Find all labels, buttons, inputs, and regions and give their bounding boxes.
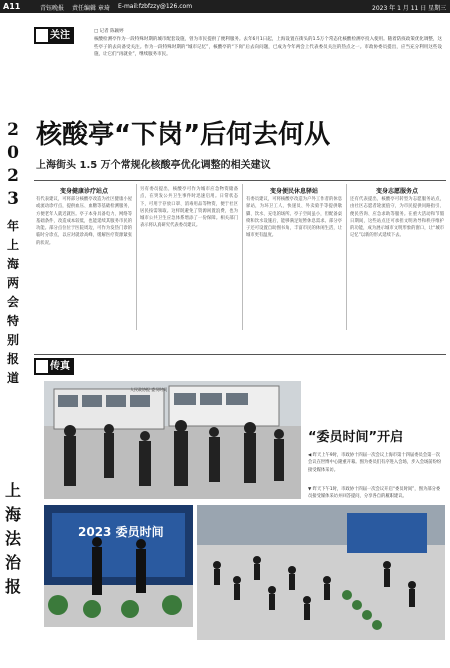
email-label: E-mail:fzbfzzy@126.com bbox=[118, 3, 193, 10]
column-text: 另有委员提出，核酸亭可作为城市应急物资储备点，在突发公共卫生事件时迅速启用。日常状态下，可用于存放口罩、消毒用品等物资，便于社区居民按需领取。这样既避免了资源闲置浪费，也为城市公共卫生应急体系增添了一份保障。相关部门表示将认真研究代表委员建议。 bbox=[140, 187, 238, 229]
editor-label: 责任编辑 章琦 bbox=[72, 5, 110, 12]
section-tag-fax bbox=[34, 358, 74, 375]
banner-char: 道 bbox=[6, 371, 19, 385]
column-title: 变身志愿服务点 bbox=[375, 188, 418, 195]
page-header bbox=[0, 0, 450, 13]
photo-arrival bbox=[44, 381, 301, 499]
byline: □ 记者 陈颖婷 bbox=[94, 29, 124, 34]
stage-screen-text: 2023 委员时间 bbox=[78, 525, 164, 539]
headline: 核酸亭“下岗”后何去何从 bbox=[36, 120, 331, 150]
banner-char: 上 bbox=[6, 238, 19, 252]
photo-story-title: “委员时间”开启 bbox=[308, 430, 404, 445]
section-tag-label: 传真 bbox=[50, 361, 70, 372]
logo-char: 治 bbox=[4, 553, 21, 572]
photo-scene bbox=[44, 381, 301, 499]
caption-afternoon: ▼ 昨天下午1时，市政协十四届一次会议开启“委员时间”，图为部分委员接受媒体采访并回答提问，分享各自的履职建议。 bbox=[308, 487, 441, 500]
section-tag-label: 关注 bbox=[50, 30, 70, 41]
intro-paragraph: 核酸检测亭作为一段特殊时期的城市配套设施，曾为市民提供了便利服务。去年6月1日起，上海设置在街头的1.5万个常态化核酸检测亭投入使用。随着防疫政策优化调整，这些亭子的去向备受关注。作为一段特殊时期的“城市记忆”，核酸亭的“下岗”后去向问题，已成为今年两会上代表委员关注的热点之一。市政协委员提出，应当充分利用这些设施，让它们“再就业”，继续服务市民。 bbox=[94, 37, 442, 58]
logo-char: 海 bbox=[4, 505, 21, 524]
divider bbox=[34, 354, 446, 355]
column-text: 有代表建议，可将部分核酸亭改造为社区健康小屋或流动诊疗点，提供血压、血糖等基础检测服务，方便老年人就近就医。亭子本身具备电力、网络等基础条件，改造成本较低，也能延续其服务市民的功能。部分点位位于医院周边，可作为发热门诊的临时分诊点，以应对就诊高峰，缓解医疗资源紧张的状况。 bbox=[36, 197, 132, 246]
column-divider bbox=[242, 184, 243, 330]
tag-marker-icon bbox=[36, 29, 48, 42]
photo-scene bbox=[197, 505, 445, 640]
special-report-banner bbox=[0, 13, 25, 668]
bus-sign: 人民政协报 委员时间 bbox=[130, 387, 168, 392]
issue-date: 2023 年 1 月 11 日 星期三 bbox=[372, 5, 447, 12]
section-tag-focus bbox=[34, 27, 74, 44]
photo-press-area bbox=[197, 505, 445, 640]
banner-char: 特 bbox=[6, 314, 19, 328]
column-title: 变身便民休息驿站 bbox=[269, 188, 318, 195]
logo-char: 法 bbox=[4, 529, 21, 548]
banner-char: 海 bbox=[6, 257, 19, 271]
banner-char: 报 bbox=[6, 352, 19, 366]
divider bbox=[34, 180, 446, 181]
year-char: 2 bbox=[7, 166, 19, 186]
column-divider bbox=[136, 184, 137, 330]
banner-char: 年 bbox=[6, 219, 19, 233]
caption-morning: ◀ 昨天上午9时，市政协十四届一次会议上海市第十四届委员会第一次会议在世博中心隆重开幕。图为委员们有序进入会场，步入会场前纷纷接受媒体采访。 bbox=[308, 453, 442, 473]
year-char: 3 bbox=[7, 189, 19, 209]
banner-char: 两 bbox=[6, 276, 19, 290]
photo-committee-time-stage bbox=[44, 505, 193, 627]
section-number: A11 bbox=[3, 2, 21, 11]
year-char: 2 bbox=[7, 120, 19, 140]
banner-char: 别 bbox=[6, 333, 19, 347]
year-char: 0 bbox=[7, 143, 19, 163]
tag-marker-icon bbox=[36, 360, 48, 373]
subheadline: 上海街头 1.5 万个常规化核酸亭优化调整的相关建议 bbox=[36, 160, 271, 171]
column-text: 还有代表提出，核酸亭可转型为志愿服务站点，由社区志愿者轮流值守，为市民提供问路指引、便民咨询、应急求助等服务。在重大活动和节假日期间，这些站点还可承担文明劝导和秩序维护的功能，成为展示城市文明形象的窗口，让“城市记忆”以新的形式延续下去。 bbox=[350, 197, 444, 239]
column-divider bbox=[346, 184, 347, 330]
paper-name: 青钰晚报 bbox=[40, 5, 65, 12]
logo-char: 报 bbox=[4, 577, 21, 596]
logo-char: 上 bbox=[4, 481, 21, 500]
column-title: 变身健康诊疗站点 bbox=[59, 188, 108, 195]
banner-char: 会 bbox=[6, 295, 19, 309]
column-text: 有委员建议，可将核酸亭改造为户外工作者的休息驿站，为环卫工人、快递员、外卖骑手等提供歇脚、饮水、充电的场所。亭子空间虽小，但配备桌椅和饮水设施后，能够满足短暂休息需求。部分亭子还可设置自助图书角，丰富市民的休闲生活，让城市更有温度。 bbox=[246, 197, 342, 239]
